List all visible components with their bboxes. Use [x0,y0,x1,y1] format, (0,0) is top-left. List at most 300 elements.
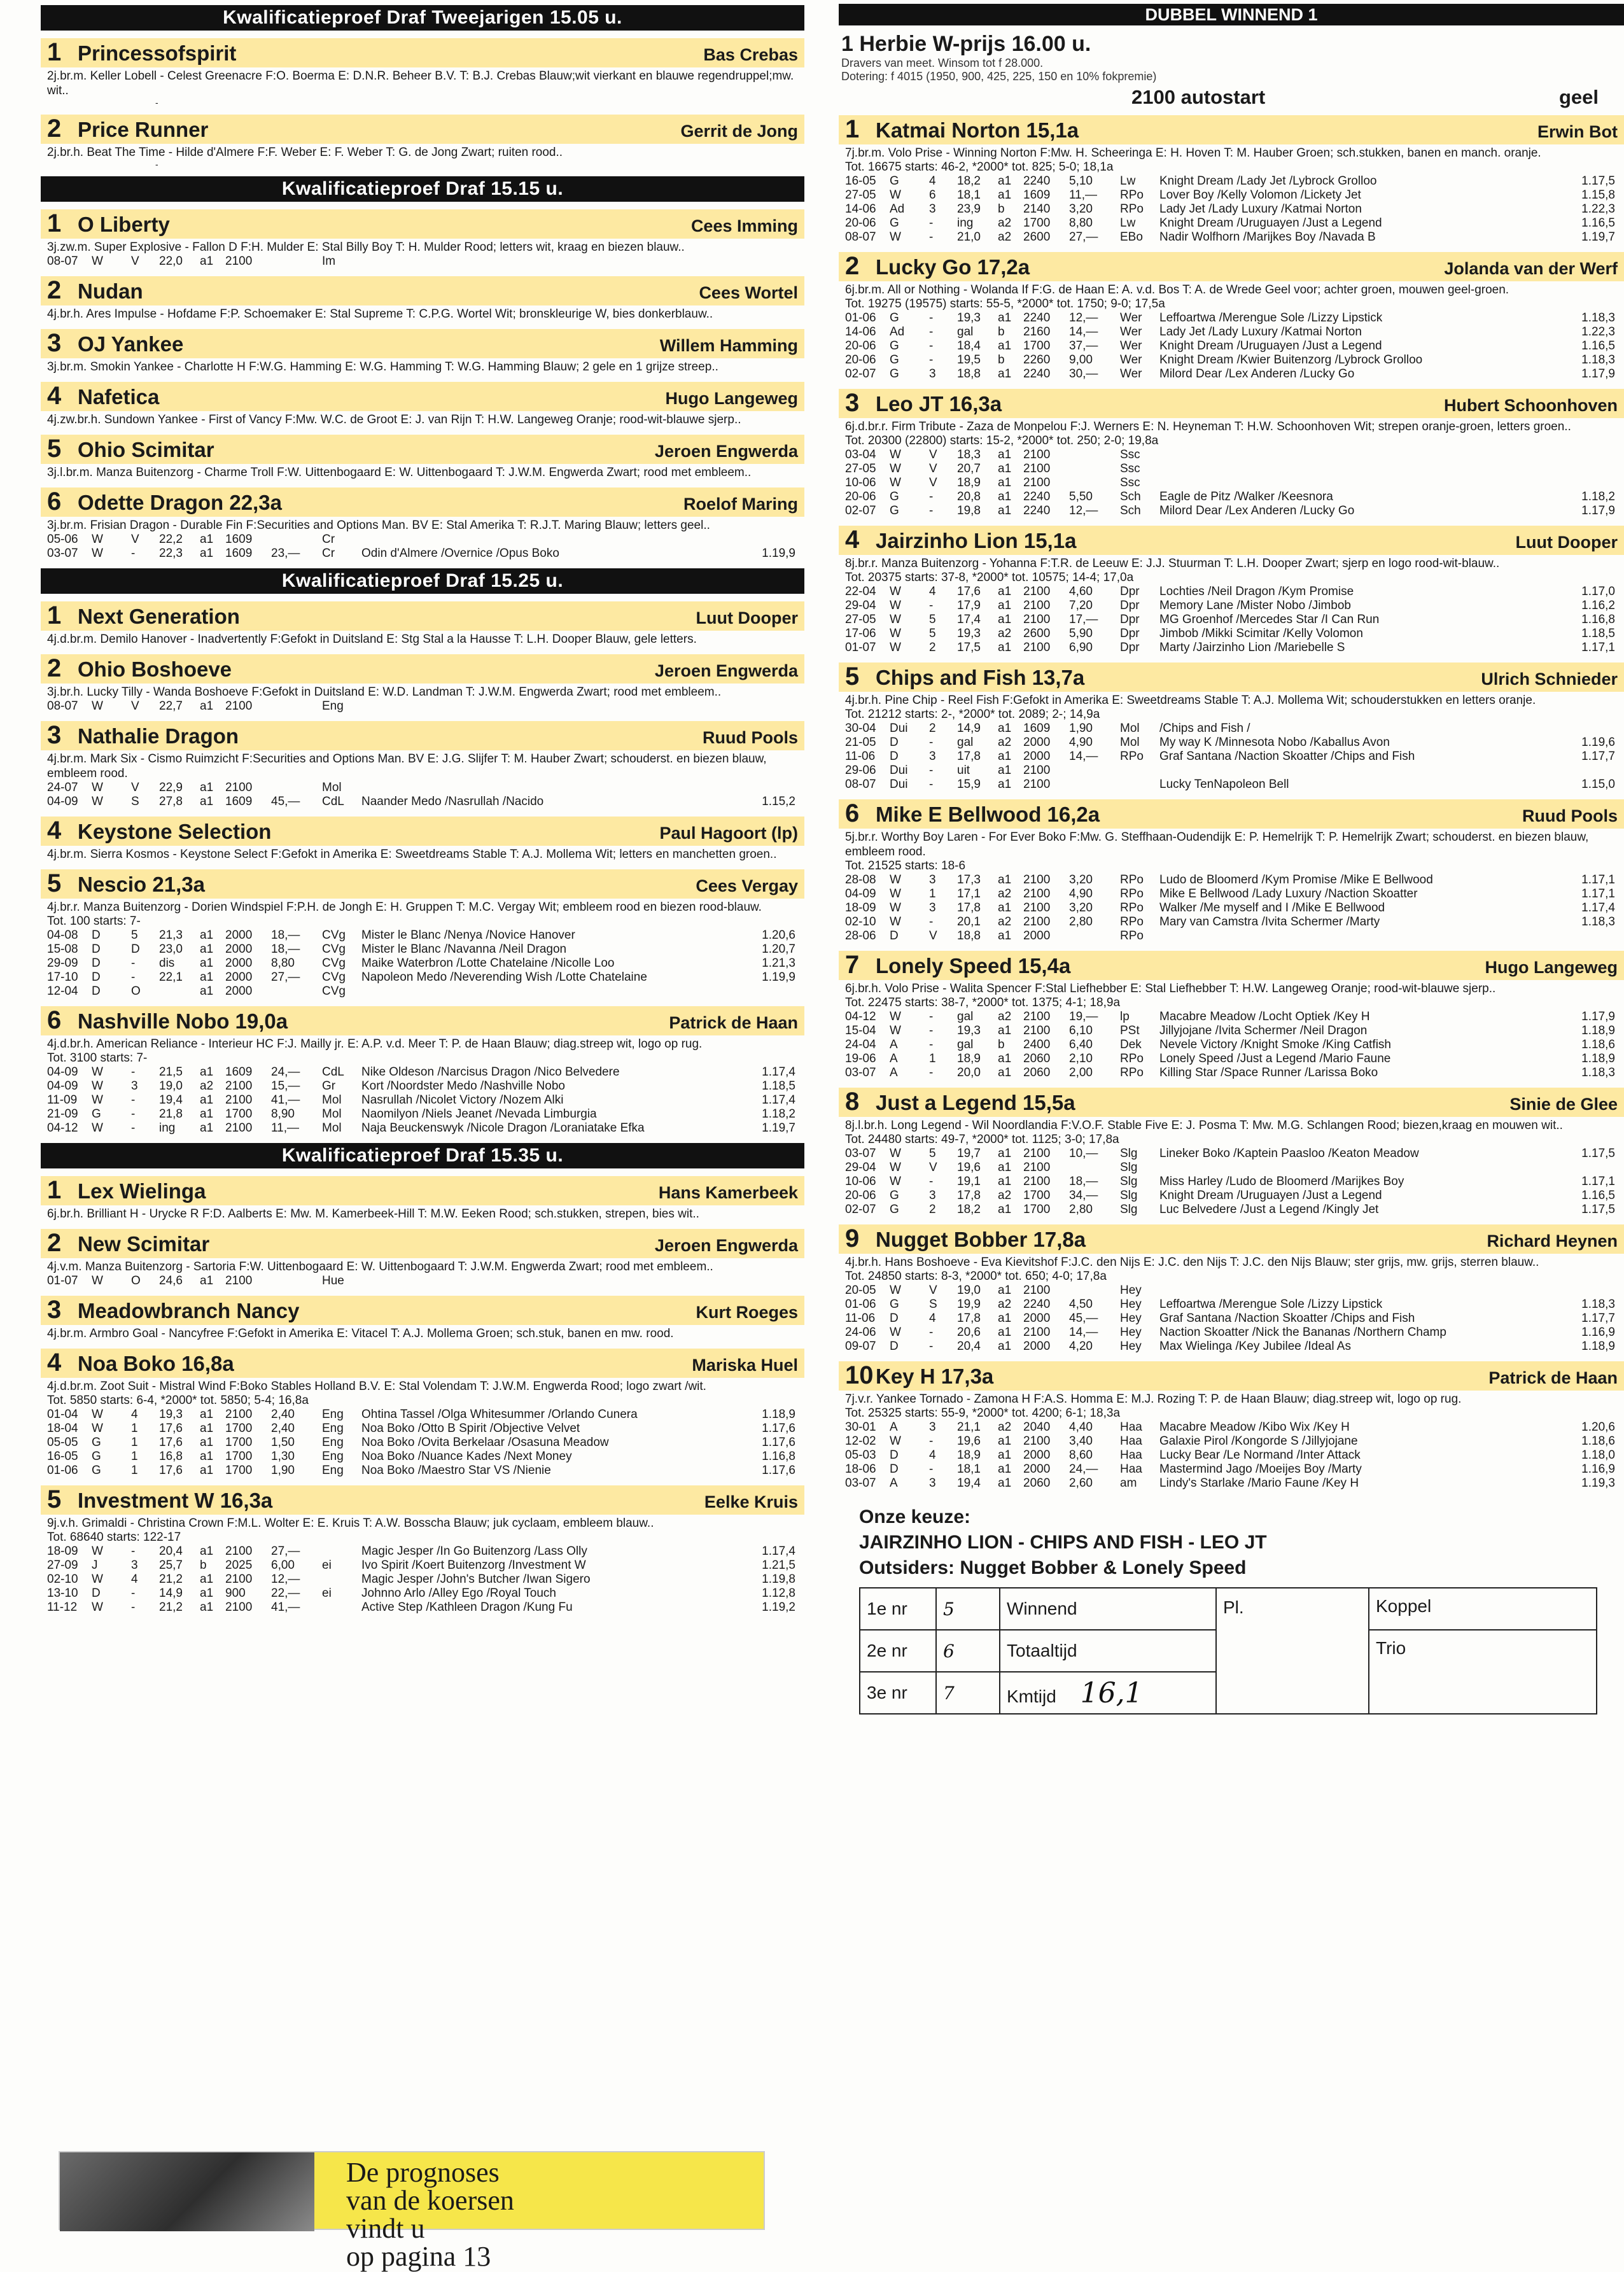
race-cell: W [890,1147,901,1160]
race-cell: 30,— [1069,367,1098,381]
race-cell: G [890,339,899,353]
past-performance-table [47,781,798,809]
horse-entry [41,601,804,647]
race-cell: 1.17,4 [762,1545,795,1558]
race-cell: 14,— [1069,1326,1098,1339]
driver-name: Erwin Bot [1537,122,1618,141]
race-cell: a1 [998,599,1012,612]
race-cell: W [890,1161,901,1174]
bet-type-label: Totaaltijd [1000,1630,1216,1672]
past-race-row [845,1462,1618,1476]
horse-name: Ohio Boshoeve [78,657,232,681]
race-cell: CdL [322,795,344,808]
race-meta [839,86,1624,109]
horse-name: Keystone Selection [78,820,272,843]
race-cell [1560,929,1618,943]
pedigree-text: 4j.br.m. Mark Six - Cismo Ruimzicht F:Securities and Options Man. BV E: J.G. Slijfer T: M. Hauber Zwart; schouderst. en biezen blauw, embleem rood. [47,752,767,780]
past-race-row [845,627,1618,641]
race-cell: Mol [1120,722,1140,735]
race-cell: RPo [1120,1066,1144,1079]
race-cell: 18,8 [957,929,981,943]
race-cell: D [890,929,899,943]
race-cell: Mol [322,1093,342,1107]
separator-dash: - [155,97,158,108]
race-cell: 20,6 [957,1326,981,1339]
race-cell: 2060 [1023,1066,1051,1079]
race-cell: Hey [1120,1284,1142,1297]
horse-entry [41,1176,804,1221]
race-cell: 20-06 [845,353,876,367]
race-cell: 9,00 [1069,353,1093,367]
past-race-row [845,1189,1618,1203]
horse-name: Noa Boko 16,8a [78,1352,234,1375]
past-race-row [845,1312,1618,1326]
pedigree-text: 4j.d.br.h. American Reliance - Interieur HC F:J. Mailly jr. E: A.P. v.d. Meer T: P. de Haan Blauw; diag.streep wit, logo op rug. [47,1037,703,1051]
race-cell: Jillyjojane /Ivita Schermer /Neil Dragon [1159,1024,1368,1037]
horse-entry [41,721,804,809]
race-cell: 19,— [1069,1010,1098,1023]
race-cell: 2240 [1023,174,1051,188]
horse-number: 5 [47,1485,62,1513]
race-cell: - [131,1121,136,1135]
pedigree-text: 3j.br.h. Lucky Tilly - Wanda Boshoeve F:Gefokt in Duitsland E: W.D. Landman T: J.W.M. Engwerda Zwart; rood met embleem.. [47,685,722,699]
past-race-row [845,778,1618,792]
past-performance-table [47,533,798,561]
race-cell: 18,4 [957,339,981,353]
horse-entry [41,276,804,321]
race-cell: 01-06 [845,311,876,325]
race-cell: D [92,929,101,942]
race-cell: Naomilyon /Niels Jeanet /Nevada Limburgia [361,1107,597,1121]
past-race-row [845,1038,1618,1052]
race-cell: Mary van Camstra /Ivita Schermer /Marty [1159,915,1380,929]
past-race-row [845,1340,1618,1354]
past-race-row [47,1436,798,1450]
race-cell: - [929,353,934,367]
race-cell: D [92,943,101,956]
race-cell: Dpr [1120,613,1140,626]
race-cell: 03-07 [845,1476,876,1490]
race-cell [322,1545,361,1559]
horse-name: O Liberty [78,213,170,236]
race-cell: S [929,1298,937,1311]
race-cell: 01-07 [845,641,876,654]
race-cell: 04-12 [845,1010,876,1023]
race-cell: 5 [929,613,936,626]
race-cell: Dpr [1120,585,1140,598]
race-cell: 1.20,6 [1581,1420,1615,1434]
past-race-row [845,202,1618,216]
horse-entry [41,487,804,561]
race-cell: A [890,1052,898,1065]
race-cell: 22,2 [159,533,183,546]
race-cell: 2100 [1023,1161,1051,1174]
race-cell: 900 [225,1587,246,1600]
horse-header [839,951,1624,980]
pedigree-text: 4j.br.m. Armbro Goal - Nancyfree F:Gefokt in Amerika E: Vitacel T: A.J. Mollema Groen; sch.stuk, banen en mw. rood. [47,1327,674,1340]
race-cell: W [890,1434,901,1448]
race-cell: a1 [998,750,1012,763]
race-cell: 1,90 [1069,722,1093,735]
race-cell: S [131,795,139,808]
race-cell: Lindy's Starlake /Mario Faune /Key H [1159,1476,1359,1490]
driver-name: Ruud Pools [703,728,798,747]
horse-header [839,799,1624,829]
race-cell: ing [159,1121,176,1135]
race-cell: 6,10 [1069,1024,1093,1037]
race-cell: 2000 [225,943,253,956]
race-cell: Odin d'Almere /Overnice /Opus Boko [361,547,559,560]
horse-number: 1 [47,1176,62,1204]
race-cell: Dpr [1120,599,1140,612]
race-cell: O [131,1274,141,1287]
past-performance-table [845,311,1618,381]
race-cell: - [929,1066,934,1079]
race-cell: 5 [131,929,138,942]
race-cell: V [929,1161,937,1174]
horse-entry [41,817,804,862]
race-cell: Lucky Bear /Le Normand /Inter Attack [1159,1448,1361,1462]
past-race-row [47,781,798,795]
race-cell: a1 [200,985,214,998]
horse-header [839,1224,1624,1254]
past-performance-table [47,699,798,713]
driver-name: Luut Dooper [696,608,798,628]
race-cell: 24,— [271,1065,300,1079]
race-cell: 20,8 [957,490,981,503]
race-cell: 8,90 [271,1107,295,1121]
race-cell: G [890,1298,899,1311]
race-cell: Haa [1120,1448,1142,1462]
past-race-row [47,943,798,957]
race-cell: Hey [1120,1340,1142,1353]
race-cell: 1.15,0 [1581,778,1615,791]
race-cell: Lady Jet /Lady Luxury /Katmai Norton [1159,202,1362,216]
race-cell: W [890,1175,901,1188]
race-cell: D [890,750,899,763]
race-cell: 1 [131,1436,138,1449]
horse-header [41,329,804,358]
past-race-row [845,1298,1618,1312]
race-cell: Haa [1120,1420,1142,1434]
race-cell: Wer [1120,339,1142,353]
race-cell: Eng [322,1464,344,1477]
horse-number: 2 [47,115,62,143]
race-cell: 2100 [1023,1326,1051,1339]
race-cell: 19,4 [957,1476,981,1490]
race-cell: 1.17,1 [1581,1175,1615,1188]
race-cell: 2100 [1023,887,1051,901]
race-cell: 1 [131,1464,138,1477]
race-cell: 1.17,9 [1581,367,1615,381]
handwritten-number[interactable]: 7 [936,1672,1000,1714]
race-cell [361,533,741,547]
race-cell: 20,0 [957,1066,981,1079]
race-cell: Hey [1120,1298,1142,1311]
horse-name: Price Runner [78,118,209,141]
race-cell: 34,— [1069,1189,1098,1202]
race-cell: 22,1 [159,971,183,984]
race-cell: Slg [1120,1203,1138,1216]
race-cell: 05-05 [47,1436,78,1449]
race-cell: a1 [200,1464,214,1477]
race-cell: Maike Waterbron /Lotte Chatelaine /Nicolle Loo [361,957,615,970]
pedigree-text: 8j.l.br.h. Long Legend - Wil Noordlandia F:V.O.F. Stable Five E: J. Posma T: Mw. M.G. Schlangen Rood; biezen,kraag en mouwen wit.. [845,1119,1563,1132]
horse-entry [41,1229,804,1288]
horse-header [41,654,804,684]
race-cell: 19,7 [957,1147,981,1160]
race-cell: 02-07 [845,367,876,381]
race-cell [361,781,741,795]
horse-number: 8 [845,1088,860,1116]
race-cell: 17,6 [159,1422,183,1435]
race-cell: 2240 [1023,1298,1051,1311]
race-cell: D [890,1340,899,1353]
pedigree-text: 6j.br.h. Volo Prise - Walita Spencer F:Stal Liefhebber E: Stal Liefhebber T: H.W. Langeweg Oranje; rood-wit-blauwe sjerp.. [845,982,1496,995]
race-cell: 17,9 [957,599,981,612]
race-cell [1159,462,1560,476]
race-cell: 18,2 [957,1203,981,1216]
race-cell: Magic Jesper /In Go Buitenzorg /Lass Olly [361,1545,587,1558]
race-cell: 17,8 [957,1312,981,1325]
past-race-row [845,339,1618,353]
race-cell: Milord Dear /Lex Anderen /Lucky Go [1159,504,1355,517]
past-race-row [47,1545,798,1559]
race-cell: 18-06 [845,1462,876,1476]
past-race-row [47,1601,798,1615]
race-cell: Jimbob /Mikki Scimitar /Kelly Volomon [1159,627,1363,640]
horse-header [41,1349,804,1378]
race-cell: Knight Dream /Uruguayen /Just a Legend [1159,1189,1382,1202]
race-cell: a1 [998,641,1012,654]
race-cell: 09-07 [845,1340,876,1353]
entry-list [839,115,1624,1490]
race-cell: 1.19,3 [1581,1476,1615,1490]
race-cell: a1 [998,462,1012,475]
race-cell: 17,8 [957,1189,981,1202]
race-cell: 29-04 [845,599,876,612]
race-cell: - [929,764,934,777]
race-cell: 2040 [1023,1420,1051,1434]
race-cell: lp [1120,1010,1130,1023]
past-race-row [47,1093,798,1107]
race-cell: 03-07 [47,547,78,560]
horse-header [41,1176,804,1205]
race-cell: - [131,1093,136,1107]
race-cell: G [890,174,899,188]
past-race-row [845,462,1618,476]
race-cell [1560,1161,1618,1175]
race-cell: 19,0 [957,1284,981,1297]
race-cell: - [131,971,136,984]
horse-entry [839,1361,1624,1490]
race-purse: Dotering: f 4015 (1950, 900, 425, 225, 150 en 10% fokpremie) [841,70,1157,83]
race-cell [741,1274,798,1288]
race-cell: a1 [200,781,214,794]
driver-name: Hugo Langeweg [665,389,798,408]
horse-name: Leo JT 16,3a [876,392,1002,416]
race-cell: /Chips and Fish / [1159,722,1250,735]
race-cell: - [929,311,934,325]
race-cell: Wer [1120,325,1142,339]
race-cell: 2000 [1023,750,1051,763]
race-cell: 21,3 [159,929,183,942]
race-cell: D [92,971,101,984]
race-cell [1159,929,1560,943]
pedigree-text: 3j.l.br.m. Manza Buitenzorg - Charme Troll F:W. Uittenbogaard E: W. Uittenbogaard T: J.W.M. Engwerda Zwart; rood met embleem.. [47,466,752,479]
career-stats: Tot. 20300 (22800) starts: 15-2, *2000* tot. 250; 2-0; 19,8a [845,434,1159,447]
race-cell: 19,3 [957,311,981,325]
race-cell: a2 [998,216,1012,230]
pedigree-text: 4j.d.br.m. Zoot Suit - Mistral Wind F:Boko Stables Holland B.V. E: Stal Volendam T: J.W.M. Engwerda Rood; logo zwart /wit. [47,1380,706,1393]
horse-number: 4 [47,382,62,410]
race-cell: MG Groenhof /Mercedes Star /I Can Run [1159,613,1380,626]
race-cell: 27-05 [845,462,876,475]
handwritten-number[interactable]: 6 [936,1630,1000,1672]
race-cell: 1609 [225,1065,253,1079]
race-cell: 02-10 [47,1573,78,1586]
race-cell: W [92,795,103,808]
past-race-row [845,1066,1618,1080]
advert-line: vindt u [346,2213,425,2244]
race-cell: 2100 [1023,778,1051,791]
race-cell: 15-08 [47,943,78,956]
place-label: Pl. [1216,1588,1369,1714]
race-cell: 22,— [271,1587,300,1600]
driver-name: Gerrit de Jong [680,122,798,141]
kmtijd-cell [1000,1672,1216,1714]
race-cell: 5,90 [1069,627,1093,640]
race-cell: 2240 [1023,367,1051,381]
horse-number: 1 [47,209,62,237]
past-race-row [845,1203,1618,1217]
race-cell: V [131,255,139,268]
race-cell: RPo [1120,1052,1144,1065]
past-race-row [845,764,1618,778]
horse-name: Nafetica [78,385,160,409]
horse-entry [41,1006,804,1135]
race-cell: a1 [998,174,1012,188]
race-cell [361,699,741,713]
race-cell: 1.18,2 [762,1107,795,1121]
race-cell: Wer [1120,353,1142,367]
race-cell: a1 [998,1476,1012,1490]
pedigree-text: 4j.br.m. Sierra Kosmos - Keystone Select F:Gefokt in Amerika E: Sweetdreams Stable T: A.J. Mollema Wit; letters en manchetten groen.. [47,848,777,861]
race-cell: 5,50 [1069,490,1093,503]
race-cell: Lucky TenNapoleon Bell [1159,778,1289,791]
past-race-row [845,216,1618,230]
race-cell: Slg [1120,1175,1138,1188]
horse-header [839,1361,1624,1391]
race-cell: 01-07 [47,1274,78,1287]
race-cell: G [890,311,899,325]
race-cell: W [890,448,901,461]
horse-name: Ohio Scimitar [78,438,214,461]
past-race-row [47,1121,798,1135]
race-cell: Johnno Arlo /Alley Ego /Royal Touch [361,1587,556,1600]
race-cell: 2,00 [1069,1066,1093,1079]
handwritten-kmtijd[interactable]: 16,1 [1080,1676,1143,1709]
race-cell: 3 [929,750,936,763]
race-cell: b [998,353,1005,367]
race-cell: Naander Medo /Nasrullah /Nacido [361,795,544,808]
race-cell: 19,3 [957,627,981,640]
horse-entry [41,1485,804,1615]
race-cell: W [92,547,103,560]
race-cell: 2100 [1023,1010,1051,1023]
race-cell: 4,50 [1069,1298,1093,1311]
race-cell: 2240 [1023,311,1051,325]
race-cell: 3 [929,1189,936,1202]
race-cell: 04-12 [47,1121,78,1135]
race-cell: V [131,781,139,794]
race-cell: Knight Dream /Lady Jet /Lybrock Grolloo [1159,174,1377,188]
race-cell [271,781,322,795]
race-cell: 2 [929,1203,936,1216]
driver-name: Patrick de Haan [669,1013,798,1032]
race-cell: 27,— [271,971,300,984]
race-cell: 08-07 [845,230,876,244]
race-cell: Knight Dream /Kwier Buitenzorg /Lybrock Grolloo [1159,353,1423,367]
pedigree-text: 4j.br.h. Ares Impulse - Hofdame F:P. Schoemaker E: Stal Supreme T: C.P.G. Wortel Wit; bronskleurige W, bies donkerblauw.. [47,307,713,321]
pedigree-text: 2j.br.h. Beat The Time - Hilde d'Almere F:F. Weber E: F. Weber T: G. de Jong Zwart; ruiten rood.. [47,146,563,159]
race-cell: Macabre Meadow /Locht Optiek /Key H [1159,1010,1370,1023]
horse-number: 2 [47,1229,62,1257]
race-cell: - [929,230,934,244]
race-cell: 2100 [1023,1434,1051,1448]
race-cell: 4,40 [1069,1420,1093,1434]
race-cell: Lw [1120,216,1136,230]
race-cell: a1 [200,929,214,942]
race-cell: 6,90 [1069,641,1093,654]
race-cell: 3 [929,367,936,381]
race-cell: Slg [1120,1189,1138,1202]
race-cell: a2 [998,1010,1012,1023]
race-cell: a1 [200,1573,214,1586]
race-cell [1069,929,1120,943]
race-cell: Miss Harley /Ludo de Bloomerd /Marijkes Boy [1159,1175,1404,1188]
past-race-row [845,504,1618,518]
handwritten-number[interactable]: 5 [936,1588,1000,1630]
race-cell: b [200,1559,207,1572]
race-cell: RPo [1120,901,1144,915]
race-cell: 19,0 [159,1079,183,1093]
horse-name: Mike E Bellwood 16,2a [876,803,1100,826]
race-cell: 1.16,9 [1581,1462,1615,1476]
race-cell: O [131,985,141,998]
race-cell: 17-06 [845,627,876,640]
race-cell: a1 [998,1434,1012,1448]
race-cell: a1 [998,1052,1012,1065]
race-cell: 24-06 [845,1326,876,1339]
past-race-row [845,1161,1618,1175]
race-cell: 17,6 [159,1464,183,1477]
race-cell: 2140 [1023,202,1051,216]
race-cell: 22,9 [159,781,183,794]
race-cell: 1.17,4 [1581,901,1615,915]
advert-line: op pagina 13 [346,2241,491,2272]
race-header [839,29,1624,86]
race-title: 1 Herbie W-prijs 16.00 u. [841,32,1091,56]
race-cell [1159,1284,1560,1298]
pedigree-text: 3j.zw.m. Super Explosive - Fallon D F:H. Mulder E: Stal Billy Boy T: H. Mulder Rood; letters wit, kraag en biezen blauw.. [47,241,685,254]
race-cell: Eng [322,1436,344,1449]
horse-number: 3 [47,1296,62,1324]
race-cell: RPo [1120,887,1144,901]
past-race-row [47,255,798,269]
race-cell: Dui [890,764,908,777]
race-cell: 3 [929,873,936,887]
